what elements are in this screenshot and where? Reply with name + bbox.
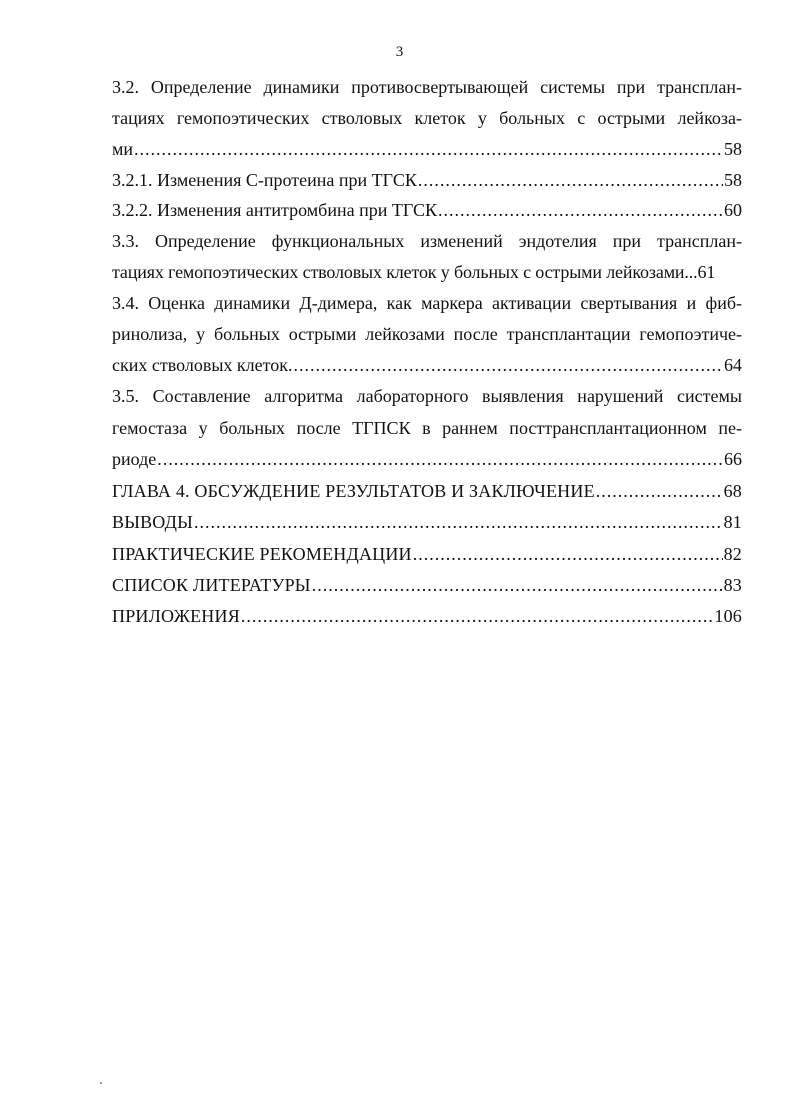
- dot-leader: [596, 475, 723, 507]
- toc-entry-chapter-4[interactable]: [112, 475, 742, 507]
- toc-entry-3-2-2-line: [112, 195, 742, 225]
- toc-entry-recommendations-line: [112, 538, 742, 570]
- dot-leader: [413, 538, 723, 570]
- toc-entry-3-5-line-3: [112, 444, 742, 475]
- toc-entry-appendices-title: ПРИЛОЖЕНИЯ: [112, 606, 240, 626]
- toc-entry-references-page: 83: [723, 575, 742, 595]
- toc-entry-3-5[interactable]: [112, 380, 742, 475]
- toc-entry-appendices-line: [112, 601, 742, 632]
- toc-entry-recommendations-title: ПРАКТИЧЕСКИЕ РЕКОМЕНДАЦИИ: [112, 544, 412, 564]
- toc-entry-3-2-1-line: [112, 165, 742, 195]
- toc-entry-references[interactable]: [112, 570, 742, 601]
- toc-entry-conclusions-line: [112, 507, 742, 538]
- toc-entry-3-4-line-1: 3.4. Оценка динамики Д-димера, как маркера активации свертывания и фиб-: [112, 293, 742, 313]
- toc-entry-3-4-text-end: ских стволовых клеток.: [112, 355, 293, 375]
- page-number: 3: [395, 44, 404, 60]
- scan-speck: [100, 1082, 102, 1084]
- dot-leader: [312, 570, 723, 601]
- toc-entry-3-2-line-1: 3.2. Определение динамики противосвертывающей системы при трансплан-: [112, 77, 742, 97]
- toc-entry-chapter-4-line: [112, 475, 742, 507]
- toc-entry-3-2-1-text: 3.2.1. Изменения С-протеина при ТГСК: [112, 170, 417, 190]
- toc-entry-chapter-4-page: 68: [723, 481, 742, 501]
- toc-entry-3-2-text-end: ми: [112, 139, 134, 159]
- dot-leader: [294, 350, 723, 380]
- toc-entry-3-5-page: 66: [724, 449, 742, 469]
- toc-entry-3-4-page: 64: [724, 355, 742, 375]
- dot-leader: [241, 601, 713, 632]
- toc-entry-3-4-line-3: [112, 350, 742, 380]
- toc-entry-3-3-line-1: 3.3. Определение функциональных изменений эндотелия при трансплан-: [112, 231, 742, 251]
- dot-leader: [438, 195, 723, 225]
- toc-entry-3-2-1-page: 58: [724, 170, 742, 190]
- toc-entry-3-3-line-2: тациях гемопоэтических стволовых клеток у больных с острыми лейкозами...61: [112, 262, 716, 282]
- toc-entry-3-2-1[interactable]: [112, 165, 742, 195]
- dot-leader: [157, 444, 723, 475]
- toc-entry-3-5-text-end: риоде: [112, 449, 157, 469]
- toc-entry-appendices-page: 106: [714, 606, 742, 626]
- toc-entry-references-line: [112, 570, 742, 601]
- toc-entry-conclusions-page: 81: [723, 512, 742, 532]
- toc-entry-3-2-line-2: тациях гемопоэтических стволовых клеток у больных с острыми лейкоза-: [112, 108, 742, 128]
- toc-entry-3-5-line-1: 3.5. Составление алгоритма лабораторного выявления нарушений системы: [112, 386, 742, 406]
- toc-entry-3-4[interactable]: [112, 287, 742, 380]
- toc-entry-3-2-line-3: [112, 134, 742, 165]
- toc-entry-3-4-line-2: ринолиза, у больных острыми лейкозами после трансплантации гемопоэтиче-: [112, 324, 742, 344]
- dot-leader: [418, 165, 723, 195]
- toc-entry-chapter-4-title: ГЛАВА 4. ОБСУЖДЕНИЕ РЕЗУЛЬТАТОВ И ЗАКЛЮЧЕНИЕ: [112, 481, 595, 501]
- dot-leader: [134, 134, 723, 165]
- toc-entry-recommendations-page: 82: [723, 544, 742, 564]
- toc-entry-3-3[interactable]: [112, 225, 742, 287]
- toc-entry-conclusions[interactable]: [112, 507, 742, 538]
- table-of-contents: [112, 72, 742, 632]
- toc-entry-recommendations[interactable]: [112, 538, 742, 570]
- toc-entry-3-2-2-text: 3.2.2. Изменения антитромбина при ТГСК: [112, 200, 438, 220]
- toc-entry-3-2[interactable]: [112, 72, 742, 165]
- toc-entry-3-2-2-page: 60: [724, 200, 742, 220]
- toc-entry-conclusions-title: ВЫВОДЫ: [112, 512, 193, 532]
- toc-entry-appendices[interactable]: [112, 601, 742, 632]
- toc-entry-3-5-line-2: гемостаза у больных после ТГПСК в раннем посттрансплантационном пе-: [112, 418, 742, 438]
- toc-entry-references-title: СПИСОК ЛИТЕРАТУРЫ: [112, 575, 311, 595]
- toc-entry-3-2-page: 58: [724, 139, 742, 159]
- dot-leader: [194, 507, 723, 538]
- toc-entry-3-2-2[interactable]: [112, 195, 742, 225]
